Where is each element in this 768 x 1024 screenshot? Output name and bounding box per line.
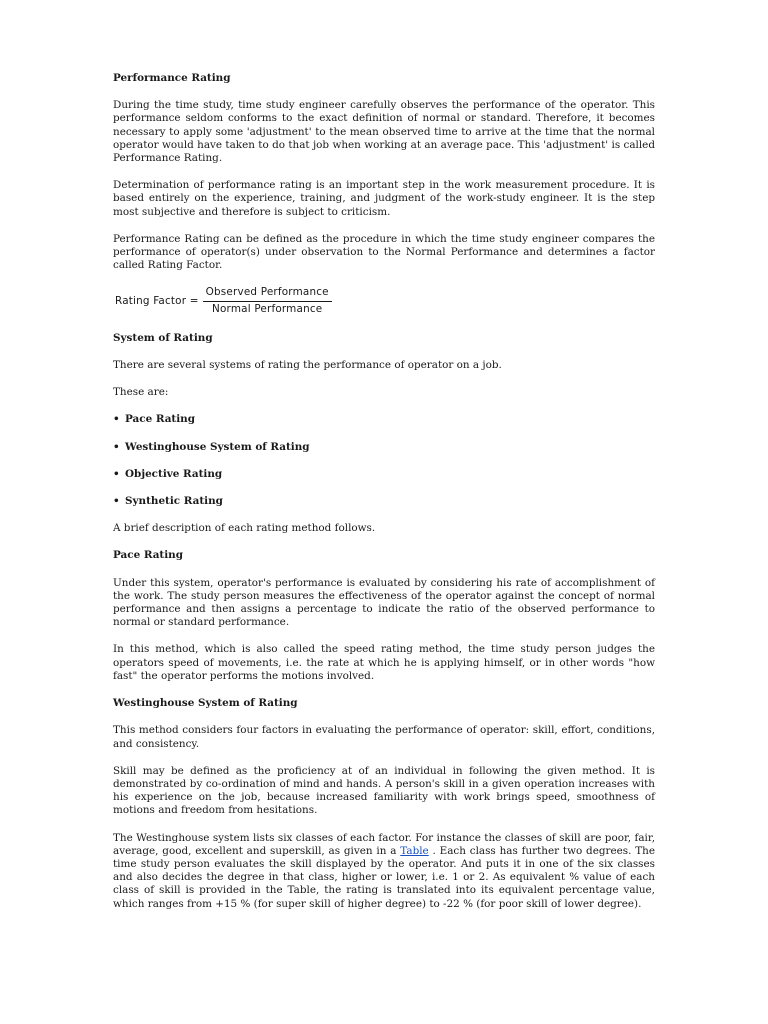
paragraph-text-after-link: . Each class has further two degrees. The time study person evaluates the skill displayed by the operator. And puts it in one of the six classes and also decides the degree in that class, higher or lower, i.e. 1 or 2. As equivalent % value of each class of skill is provided in the Table, the rating is translated into its equivalent percentage value, which ranges from +15 % (for super skill of higher degree) to -22 % (for poor skill of lower degree). [113,844,655,910]
page-title: Performance Rating [113,72,231,84]
system-intro: There are several systems of rating the performance of operator on a job. [113,359,502,372]
pace-paragraph-1: Under this system, operator's performance is evaluated by considering his rate of accomplishment of the work. The study person measures the effectiveness of the operator against the concept of normal performance and then assigns a percentage to indicate the ratio of the observed performance to normal or standard performance. [113,576,655,629]
brief-description-line: A brief description of each rating method follows. [113,522,376,535]
bullet-icon: • [113,467,120,480]
westinghouse-paragraph-3 [113,832,655,911]
formula-fraction [203,286,332,315]
list-item-label: Westinghouse System of Rating [125,440,310,453]
pace-paragraph-2: In this method, which is also called the speed rating method, the time study person judges the operators speed of movements, i.e. the rate at which he is applying himself, or in other words "how fast" the operator performs the motions involved. [113,643,655,682]
intro-paragraph-3: Performance Rating can be defined as the procedure in which the time study engineer compares the performance of operator(s) under observation to the Normal Performance and determines a factor called Rating Factor. [113,232,655,272]
formula-lhs: Rating Factor = [115,294,199,307]
these-are-label: These are: [113,386,169,399]
section-heading-pace-rating: Pace Rating [113,549,183,562]
bullet-icon: • [113,440,120,453]
list-item [113,413,655,426]
intro-paragraph-1: During the time study, time study engineer carefully observes the performance of the operator. This performance seldom conforms to the exact definition of normal or standard. Therefore, it becomes necessary to apply some 'adjustment' to the mean observed time to arrive at the time that the normal operator would have taken to do that job when working at an average pace. This 'adjustment' is called Performance Rating. [113,99,655,165]
rating-systems-list [113,413,655,508]
bullet-icon: • [113,495,120,508]
list-item [113,495,655,508]
section-heading-system-of-rating: System of Rating [113,331,213,344]
document-page [113,72,655,925]
list-item [113,468,655,481]
list-item-label: Pace Rating [125,413,195,426]
list-item-label: Objective Rating [125,467,223,480]
list-item [113,441,655,454]
formula-numerator: Observed Performance [203,286,332,301]
intro-paragraph-2: Determination of performance rating is an important step in the work measurement procedure. It is based entirely on the experience, training, and judgment of the work-study engineer. It is the step most subjective and therefore is subject to criticism. [113,179,655,218]
formula-denominator: Normal Performance [212,302,323,315]
list-item-label: Synthetic Rating [125,495,223,508]
table-link[interactable]: Table [400,844,429,857]
westinghouse-paragraph-2: Skill may be defined as the proficiency at of an individual in following the given method. It is demonstrated by co-ordination of mind and hands. A person's skill in a given operation increases with his experience on the job, because increased familiarity with work brings speed, smoothness of motions and freedom from hesitations. [113,764,655,817]
rating-factor-formula [115,286,655,315]
westinghouse-paragraph-1: This method considers four factors in evaluating the performance of operator: skill, effort, conditions, and consistency. [113,724,655,750]
bullet-icon: • [113,413,120,426]
section-heading-westinghouse: Westinghouse System of Rating [113,697,298,710]
paragraph-text-before-link: The Westinghouse system lists six classes of each factor. For instance the classes of skill are poor, fair, average, good, excellent and superskill, as given in a [113,831,655,857]
